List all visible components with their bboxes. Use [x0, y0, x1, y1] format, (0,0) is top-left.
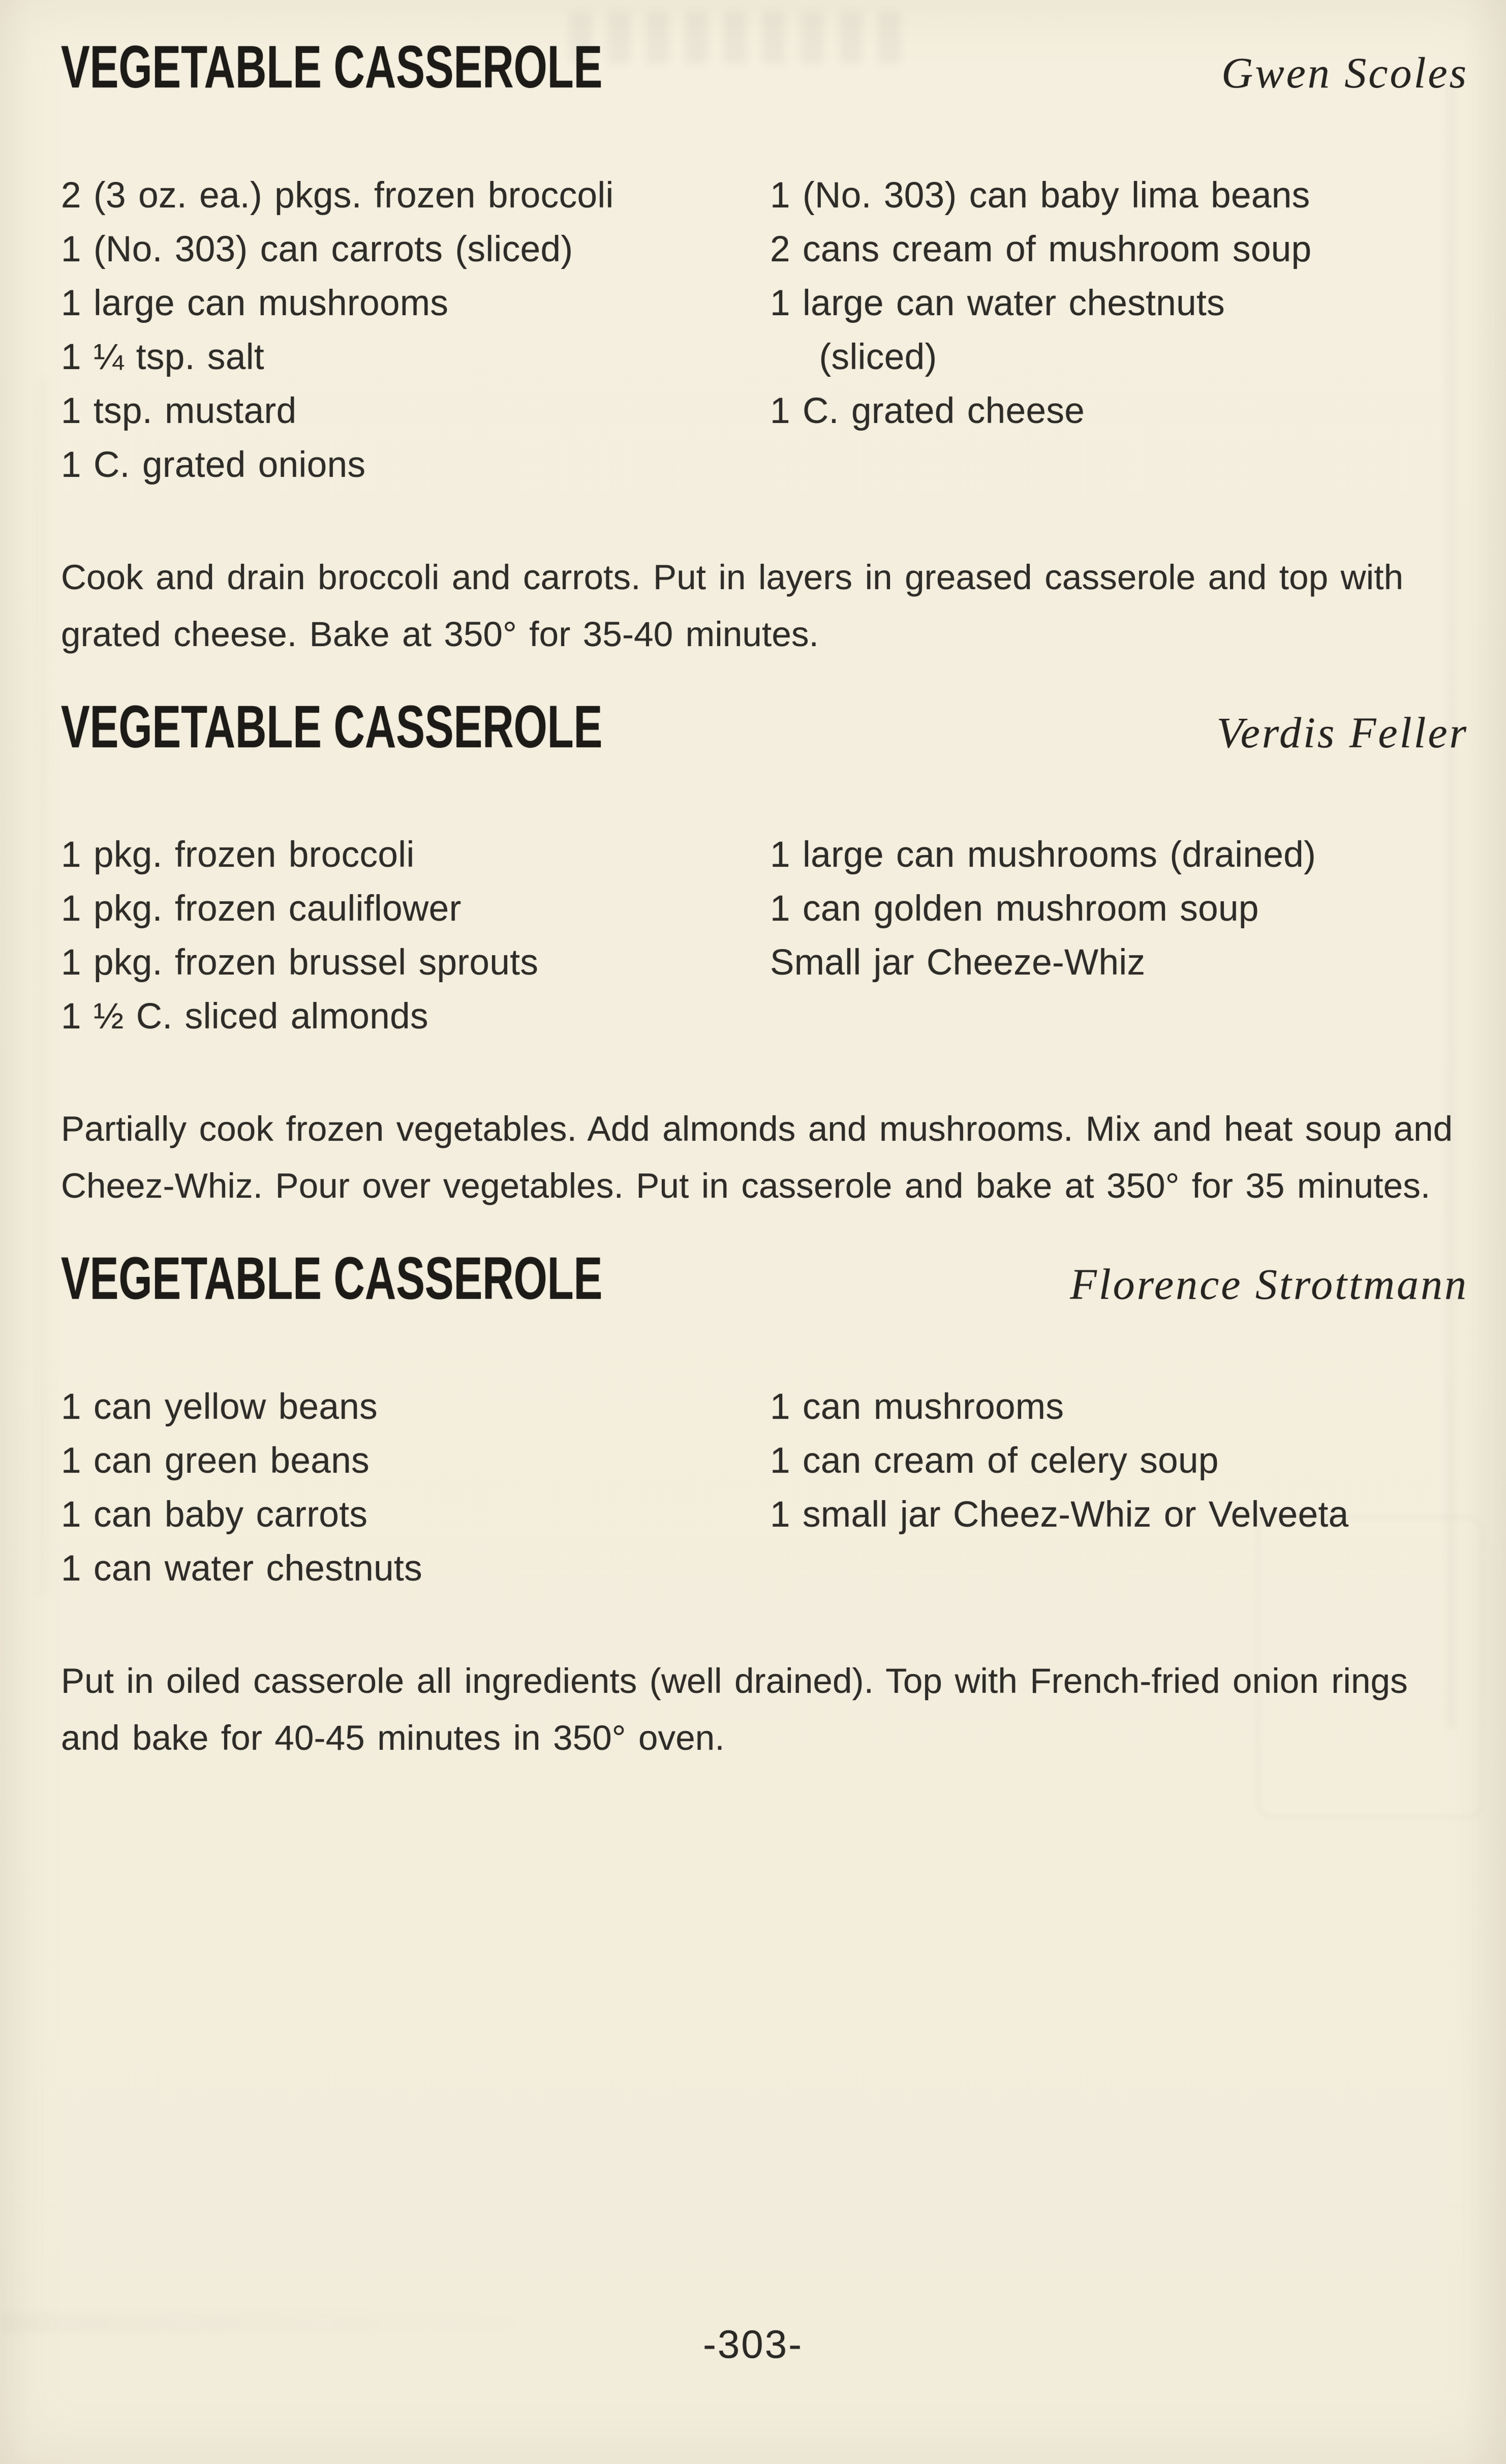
recipe-section [61, 32, 1468, 663]
recipe-instructions: Cook and drain broccoli and carrots. Put in layers in greased casserole and top with grated cheese. Bake at 350° for 35-40 minutes. [61, 557, 1404, 654]
ingredients-left-column [61, 169, 770, 492]
ingredients-left-column [61, 1380, 770, 1596]
ingredient-line: 1 large can mushrooms [61, 283, 449, 323]
ingredient-columns [61, 828, 1468, 1044]
ingredient-line: 1 (No. 303) can baby lima beans [770, 175, 1310, 216]
recipe-author: Verdis Feller [1216, 708, 1468, 757]
ingredient-line: 2 cans cream of mushroom soup [770, 229, 1312, 269]
ingredient-line: 1 pkg. frozen broccoli [61, 835, 415, 875]
ingredients-left-column [61, 828, 770, 1044]
ingredient-line: 1 (No. 303) can carrots (sliced) [61, 229, 573, 269]
ingredient-line: 1 C. grated onions [61, 444, 366, 485]
recipe-instructions: Put in oiled casserole all ingredients (well drained). Top with French-fried onion rings and bake for 40-45 minutes in 350° oven. [61, 1661, 1408, 1757]
ingredient-line: 1 can mushrooms [770, 1386, 1064, 1427]
ingredient-line: 1 ½ C. sliced almonds [61, 996, 428, 1037]
ingredient-line: 1 pkg. frozen cauliflower [61, 889, 462, 929]
ingredient-line: 1 large can mushrooms (drained) [770, 835, 1316, 875]
ingredient-columns [61, 169, 1468, 492]
ingredient-line: 1 ¼ tsp. salt [61, 337, 265, 377]
recipe-header [61, 1243, 1468, 1315]
ingredient-line: 1 can golden mushroom soup [770, 889, 1259, 929]
ingredient-line: 1 can green beans [61, 1440, 370, 1481]
ingredient-line: 1 tsp. mustard [61, 390, 297, 431]
recipe-header [61, 32, 1468, 104]
recipe-section [61, 691, 1468, 1215]
ingredients-right-column [770, 1380, 1468, 1596]
ingredient-columns [61, 1380, 1468, 1596]
recipe-title: VEGETABLE CASSEROLE [61, 693, 603, 761]
ingredient-line: 1 can water chestnuts [61, 1548, 423, 1589]
ingredient-line: 1 pkg. frozen brussel sprouts [61, 942, 539, 983]
ingredient-line: 1 can baby carrots [61, 1494, 368, 1535]
ingredient-line: (sliced) [770, 337, 937, 377]
recipe-section [61, 1243, 1468, 1767]
ingredient-line: Small jar Cheeze-Whiz [770, 942, 1146, 983]
ingredient-line: 1 can yellow beans [61, 1386, 378, 1427]
recipe-instructions: Partially cook frozen vegetables. Add almonds and mushrooms. Mix and heat soup and Cheez-Whiz. Pour over vegetables. Put in casserole and bake at 350° for 35 minutes. [61, 1109, 1453, 1206]
ingredient-line: 1 C. grated cheese [770, 390, 1085, 431]
recipe-author: Florence Strottmann [1070, 1260, 1468, 1309]
recipe-list [61, 32, 1468, 1767]
ingredient-line: 1 large can water chestnuts [770, 283, 1225, 323]
recipe-title: VEGETABLE CASSEROLE [61, 34, 603, 101]
ingredient-line: 1 can cream of celery soup [770, 1440, 1219, 1481]
page-number: -303- [702, 2322, 804, 2366]
recipe-author: Gwen Scoles [1221, 48, 1468, 97]
recipe-title: VEGETABLE CASSEROLE [61, 1245, 603, 1313]
ingredients-right-column [770, 828, 1468, 1044]
recipe-header [61, 691, 1468, 764]
ingredient-line: 2 (3 oz. ea.) pkgs. frozen broccoli [61, 175, 614, 216]
ingredient-line: 1 small jar Cheez-Whiz or Velveeta [770, 1494, 1349, 1535]
ingredients-right-column [770, 169, 1468, 492]
